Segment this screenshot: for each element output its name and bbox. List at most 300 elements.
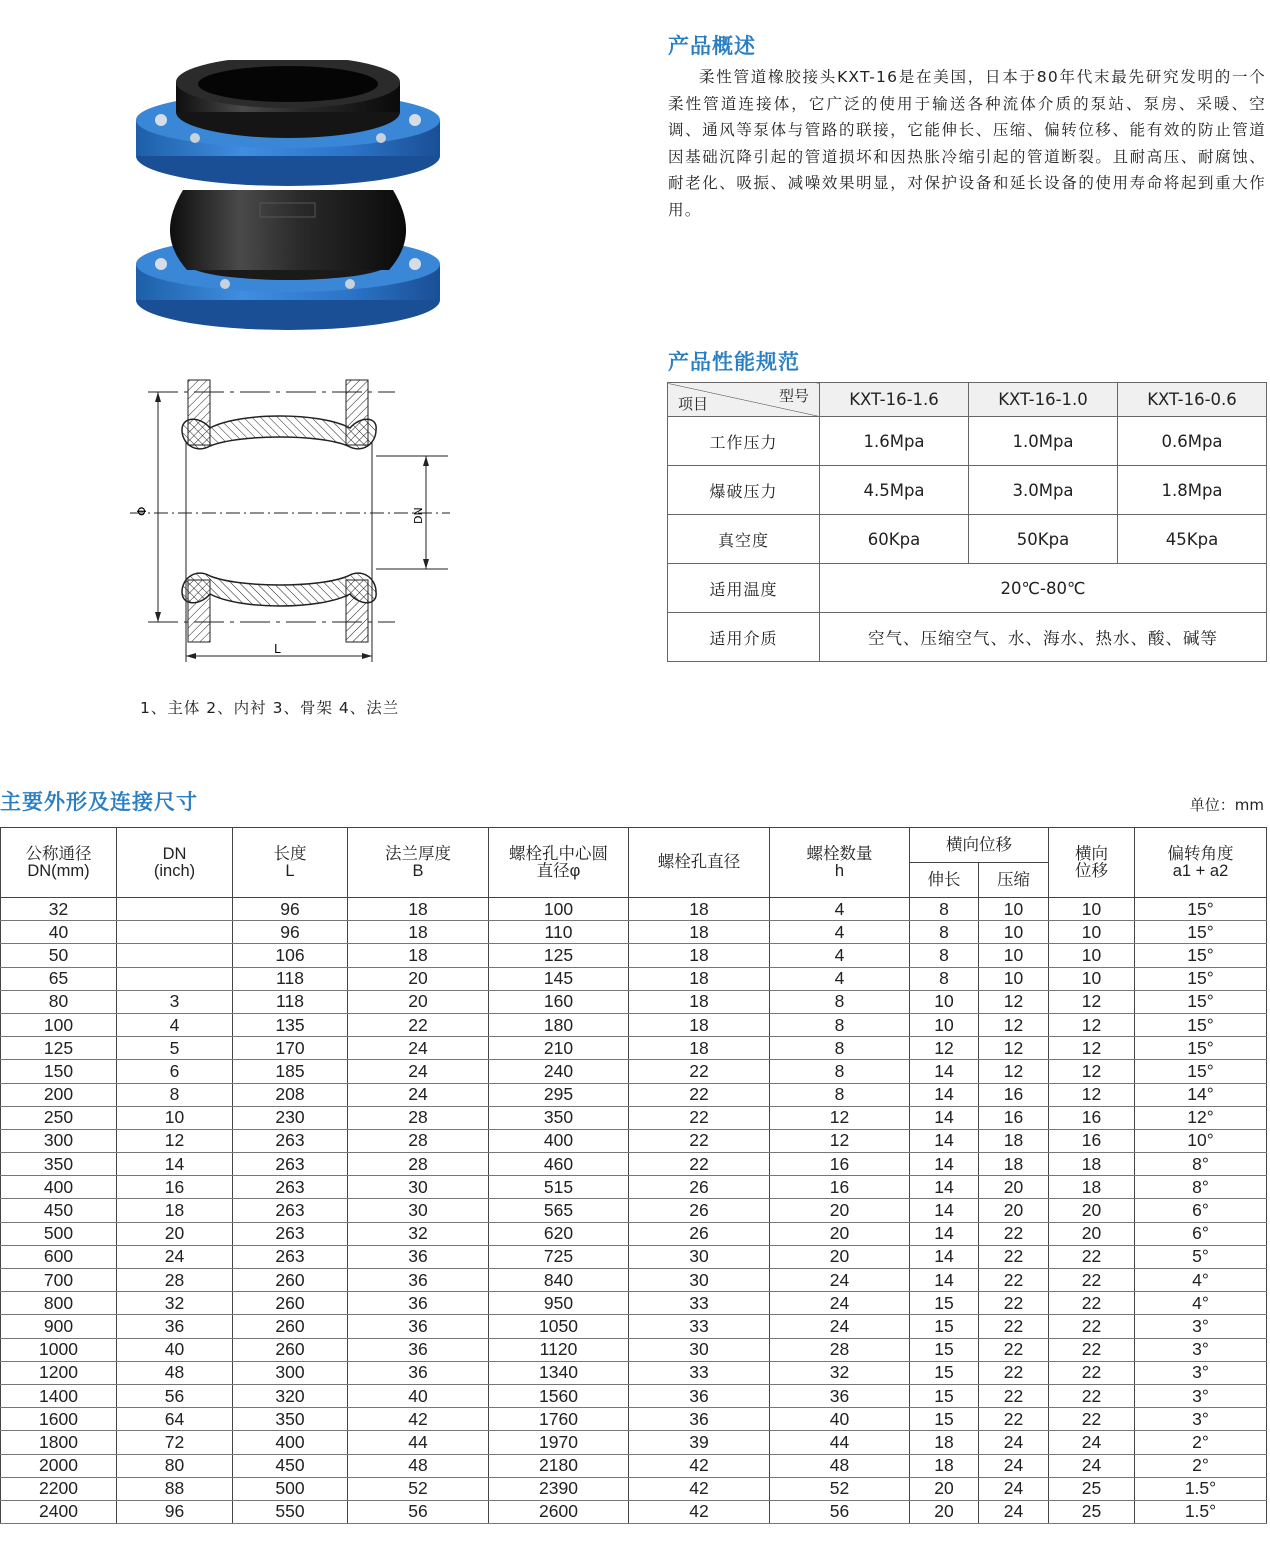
temp-label: 适用温度 xyxy=(668,564,820,613)
table-cell: 18 xyxy=(910,1454,979,1477)
table-cell: 36 xyxy=(348,1269,489,1292)
table-cell: 20 xyxy=(1049,1222,1135,1245)
table-cell: 25 xyxy=(1049,1500,1135,1523)
table-cell xyxy=(117,967,233,990)
table-cell: 4° xyxy=(1135,1292,1267,1315)
table-cell: 22 xyxy=(1049,1361,1135,1384)
corner-bottom-label: 项目 xyxy=(678,395,709,413)
table-row xyxy=(1,1361,1267,1384)
table-cell: 400 xyxy=(489,1129,629,1152)
table-cell: 8 xyxy=(910,967,979,990)
table-cell: 22 xyxy=(348,1013,489,1036)
table-cell: 208 xyxy=(233,1083,348,1106)
table-row xyxy=(1,1384,1267,1407)
table-cell: 4 xyxy=(117,1013,233,1036)
table-cell: 24 xyxy=(979,1454,1049,1477)
table-cell: 10 xyxy=(979,921,1049,944)
table-cell: 2400 xyxy=(1,1500,117,1523)
table-cell: 24 xyxy=(1049,1431,1135,1454)
table-cell: 110 xyxy=(489,921,629,944)
table-cell: 12 xyxy=(1049,1060,1135,1083)
table-cell: 515 xyxy=(489,1176,629,1199)
table-cell: 14 xyxy=(910,1153,979,1176)
table-cell: 22 xyxy=(629,1129,770,1152)
l-label: L xyxy=(274,642,281,656)
table-cell: 16 xyxy=(979,1106,1049,1129)
table-cell: 33 xyxy=(629,1361,770,1384)
table-cell: 5 xyxy=(117,1037,233,1060)
table-cell: 96 xyxy=(117,1500,233,1523)
table-cell: 16 xyxy=(770,1176,910,1199)
table-cell: 8 xyxy=(770,1083,910,1106)
table-cell: 3° xyxy=(1135,1408,1267,1431)
table-cell: 263 xyxy=(233,1222,348,1245)
table-cell: 22 xyxy=(1049,1245,1135,1268)
table-cell: 10 xyxy=(117,1106,233,1129)
table-cell: 300 xyxy=(233,1361,348,1384)
table-cell: 3° xyxy=(1135,1315,1267,1338)
table-row xyxy=(1,1153,1267,1176)
table-cell: 24 xyxy=(117,1245,233,1268)
table-cell: 2600 xyxy=(489,1500,629,1523)
table-cell: 40 xyxy=(348,1384,489,1407)
table-cell: 22 xyxy=(979,1384,1049,1407)
header-angle: 偏转角度 a1 + a2 xyxy=(1135,828,1267,898)
table-cell: 725 xyxy=(489,1245,629,1268)
table-cell: 600 xyxy=(1,1245,117,1268)
table-row xyxy=(1,1477,1267,1500)
table-cell: 52 xyxy=(348,1477,489,1500)
table-cell: 30 xyxy=(348,1176,489,1199)
table-cell: 4 xyxy=(770,967,910,990)
table-row xyxy=(1,1013,1267,1036)
table-row xyxy=(1,1408,1267,1431)
table-cell: 263 xyxy=(233,1129,348,1152)
table-cell: 12 xyxy=(979,1013,1049,1036)
table-cell: 18 xyxy=(629,967,770,990)
table-cell: 160 xyxy=(489,990,629,1013)
table-cell: 36 xyxy=(348,1245,489,1268)
table-row xyxy=(1,1176,1267,1199)
table-cell: 16 xyxy=(1049,1106,1135,1129)
table-cell: 350 xyxy=(489,1106,629,1129)
table-cell: 26 xyxy=(629,1222,770,1245)
header-length: 长度 L xyxy=(233,828,348,898)
table-cell: 1000 xyxy=(1,1338,117,1361)
table-cell: 10 xyxy=(910,990,979,1013)
table-cell: 14 xyxy=(910,1199,979,1222)
spec-value: 1.6Mpa xyxy=(820,417,969,466)
table-cell: 4 xyxy=(770,944,910,967)
dims-title: 主要外形及连接尺寸 xyxy=(0,790,198,814)
table-cell: 96 xyxy=(233,898,348,921)
table-cell: 4 xyxy=(770,921,910,944)
table-cell: 106 xyxy=(233,944,348,967)
table-cell: 22 xyxy=(629,1083,770,1106)
table-cell: 450 xyxy=(1,1199,117,1222)
table-cell: 18 xyxy=(629,1013,770,1036)
medium-value: 空气、压缩空气、水、海水、热水、酸、碱等 xyxy=(820,613,1267,662)
table-cell: 125 xyxy=(1,1037,117,1060)
table-cell: 18 xyxy=(629,944,770,967)
table-cell: 18 xyxy=(910,1431,979,1454)
table-cell: 6 xyxy=(117,1060,233,1083)
table-cell: 24 xyxy=(770,1315,910,1338)
model-header: KXT-16-1.0 xyxy=(969,383,1118,417)
product-photo xyxy=(125,60,455,340)
table-cell: 22 xyxy=(1049,1384,1135,1407)
header-dn-inch: DN (inch) xyxy=(117,828,233,898)
table-row xyxy=(1,921,1267,944)
table-cell: 3° xyxy=(1135,1338,1267,1361)
table-cell: 260 xyxy=(233,1315,348,1338)
table-cell: 18 xyxy=(348,921,489,944)
table-cell: 26 xyxy=(629,1199,770,1222)
table-cell: 24 xyxy=(979,1477,1049,1500)
table-cell: 10 xyxy=(979,944,1049,967)
table-cell: 1560 xyxy=(489,1384,629,1407)
table-cell: 15° xyxy=(1135,1037,1267,1060)
table-cell: 8° xyxy=(1135,1153,1267,1176)
table-cell: 24 xyxy=(979,1431,1049,1454)
table-cell: 14 xyxy=(910,1176,979,1199)
table-cell: 1.5° xyxy=(1135,1500,1267,1523)
phi-label: Φ xyxy=(135,506,149,516)
table-cell: 15 xyxy=(910,1384,979,1407)
table-cell xyxy=(117,898,233,921)
table-cell: 44 xyxy=(770,1431,910,1454)
table-cell: 2° xyxy=(1135,1431,1267,1454)
table-cell: 22 xyxy=(1049,1338,1135,1361)
table-cell: 1.5° xyxy=(1135,1477,1267,1500)
table-cell: 72 xyxy=(117,1431,233,1454)
table-row xyxy=(1,990,1267,1013)
table-cell: 18 xyxy=(629,1037,770,1060)
table-cell: 20 xyxy=(979,1176,1049,1199)
table-cell: 8° xyxy=(1135,1176,1267,1199)
temp-value: 20℃-80℃ xyxy=(820,564,1267,613)
table-cell xyxy=(117,944,233,967)
table-cell: 8 xyxy=(117,1083,233,1106)
table-row xyxy=(1,1315,1267,1338)
table-row xyxy=(1,1106,1267,1129)
table-cell: 263 xyxy=(233,1245,348,1268)
table-cell: 18 xyxy=(348,944,489,967)
table-cell: 150 xyxy=(1,1060,117,1083)
table-cell: 22 xyxy=(979,1408,1049,1431)
table-cell: 40 xyxy=(117,1338,233,1361)
table-cell: 263 xyxy=(233,1153,348,1176)
table-cell: 65 xyxy=(1,967,117,990)
table-cell: 8 xyxy=(770,1037,910,1060)
table-cell: 14 xyxy=(910,1060,979,1083)
table-cell: 33 xyxy=(629,1315,770,1338)
table-cell: 250 xyxy=(1,1106,117,1129)
table-cell: 10 xyxy=(1049,967,1135,990)
table-cell: 20 xyxy=(770,1245,910,1268)
table-cell: 620 xyxy=(489,1222,629,1245)
table-cell: 24 xyxy=(979,1500,1049,1523)
table-cell: 125 xyxy=(489,944,629,967)
header-axial: 横向位移 xyxy=(910,828,1049,863)
table-cell: 22 xyxy=(1049,1315,1135,1338)
table-cell: 15 xyxy=(910,1408,979,1431)
table-cell: 22 xyxy=(629,1060,770,1083)
table-cell: 18 xyxy=(629,990,770,1013)
table-row xyxy=(1,1338,1267,1361)
table-cell: 30 xyxy=(348,1199,489,1222)
table-cell: 565 xyxy=(489,1199,629,1222)
dn-label: DN xyxy=(412,507,425,524)
table-cell: 2180 xyxy=(489,1454,629,1477)
table-cell: 8 xyxy=(910,921,979,944)
table-row xyxy=(1,1269,1267,1292)
table-cell: 32 xyxy=(1,898,117,921)
table-cell: 10 xyxy=(1049,921,1135,944)
table-cell: 700 xyxy=(1,1269,117,1292)
table-cell: 1760 xyxy=(489,1408,629,1431)
table-cell: 185 xyxy=(233,1060,348,1083)
table-cell: 400 xyxy=(233,1431,348,1454)
table-cell: 20 xyxy=(770,1199,910,1222)
table-cell: 28 xyxy=(770,1338,910,1361)
table-cell: 135 xyxy=(233,1013,348,1036)
table-cell: 24 xyxy=(770,1269,910,1292)
table-cell: 350 xyxy=(233,1408,348,1431)
table-cell: 36 xyxy=(348,1315,489,1338)
table-cell: 20 xyxy=(348,990,489,1013)
cross-section-diagram xyxy=(130,372,450,667)
table-cell: 30 xyxy=(629,1338,770,1361)
table-cell: 15° xyxy=(1135,1013,1267,1036)
table-row xyxy=(1,1083,1267,1106)
table-cell: 3° xyxy=(1135,1384,1267,1407)
overview-text: 柔性管道橡胶接头KXT-16是在美国，日本于80年代末最先研究发明的一个柔性管道连接体，它广泛的使用于输送各种流体介质的泵站、泵房、采暖、空调、通风等泵体与管路的联接，它能伸长、压缩、偏转位移、能有效的防止管道因基础沉降引起的管道损坏和因热胀冷缩引起的管道断裂。且耐高压、耐腐蚀、耐老化、吸振、减噪效果明显，对保护设备和延长设备的使用寿命将起到重大作用。 xyxy=(668,68,1266,219)
table-cell: 950 xyxy=(489,1292,629,1315)
table-cell: 14 xyxy=(910,1129,979,1152)
table-cell: 460 xyxy=(489,1153,629,1176)
table-cell: 12 xyxy=(979,990,1049,1013)
table-cell: 20 xyxy=(348,967,489,990)
spec-value: 0.6Mpa xyxy=(1118,417,1267,466)
table-cell: 18 xyxy=(1049,1153,1135,1176)
table-cell: 200 xyxy=(1,1083,117,1106)
table-cell: 6° xyxy=(1135,1222,1267,1245)
unit-label: 单位：mm xyxy=(1189,796,1264,814)
table-cell: 64 xyxy=(117,1408,233,1431)
table-cell: 840 xyxy=(489,1269,629,1292)
table-cell: 48 xyxy=(348,1454,489,1477)
model-header: KXT-16-1.6 xyxy=(820,383,969,417)
table-cell: 15° xyxy=(1135,967,1267,990)
table-cell: 42 xyxy=(348,1408,489,1431)
table-cell: 2200 xyxy=(1,1477,117,1500)
table-cell: 33 xyxy=(629,1292,770,1315)
table-cell: 32 xyxy=(770,1361,910,1384)
spec-row-label: 爆破压力 xyxy=(668,466,820,515)
table-cell: 1340 xyxy=(489,1361,629,1384)
table-row xyxy=(1,1500,1267,1523)
table-cell: 15 xyxy=(910,1338,979,1361)
table-cell: 10° xyxy=(1135,1129,1267,1152)
table-cell: 2000 xyxy=(1,1454,117,1477)
table-cell: 2390 xyxy=(489,1477,629,1500)
table-cell: 4 xyxy=(770,898,910,921)
table-cell: 170 xyxy=(233,1037,348,1060)
table-cell: 36 xyxy=(348,1338,489,1361)
table-cell: 260 xyxy=(233,1338,348,1361)
table-cell: 10 xyxy=(979,898,1049,921)
table-cell: 3° xyxy=(1135,1361,1267,1384)
table-row xyxy=(1,944,1267,967)
table-cell: 12 xyxy=(1049,990,1135,1013)
corner-top-label: 型号 xyxy=(778,387,809,405)
table-cell: 56 xyxy=(770,1500,910,1523)
table-cell: 32 xyxy=(348,1222,489,1245)
table-cell: 1800 xyxy=(1,1431,117,1454)
table-cell: 22 xyxy=(979,1315,1049,1338)
table-cell: 24 xyxy=(348,1060,489,1083)
table-cell: 88 xyxy=(117,1477,233,1500)
model-header: KXT-16-0.6 xyxy=(1118,383,1267,417)
table-cell: 320 xyxy=(233,1384,348,1407)
table-cell: 50 xyxy=(1,944,117,967)
table-cell: 1200 xyxy=(1,1361,117,1384)
table-cell: 100 xyxy=(1,1013,117,1036)
table-cell: 15° xyxy=(1135,898,1267,921)
spec-table xyxy=(667,382,1267,662)
table-cell: 22 xyxy=(1049,1292,1135,1315)
table-row xyxy=(1,1245,1267,1268)
table-cell: 22 xyxy=(979,1222,1049,1245)
table-cell: 16 xyxy=(979,1083,1049,1106)
table-cell: 400 xyxy=(1,1176,117,1199)
dims-body xyxy=(1,898,1267,1524)
table-cell: 80 xyxy=(1,990,117,1013)
spec-title: 产品性能规范 xyxy=(668,350,800,374)
table-cell: 145 xyxy=(489,967,629,990)
table-cell: 260 xyxy=(233,1292,348,1315)
table-cell: 18 xyxy=(629,898,770,921)
table-cell: 2° xyxy=(1135,1454,1267,1477)
table-row xyxy=(1,1199,1267,1222)
table-cell: 30 xyxy=(629,1269,770,1292)
table-cell: 22 xyxy=(629,1153,770,1176)
table-row xyxy=(1,1431,1267,1454)
table-cell: 20 xyxy=(910,1500,979,1523)
table-cell: 12 xyxy=(1049,1083,1135,1106)
table-cell: 96 xyxy=(233,921,348,944)
header-flange-thickness: 法兰厚度 B xyxy=(348,828,489,898)
table-row xyxy=(1,1454,1267,1477)
table-cell: 12 xyxy=(979,1037,1049,1060)
table-cell: 1120 xyxy=(489,1338,629,1361)
table-cell: 240 xyxy=(489,1060,629,1083)
table-cell: 1970 xyxy=(489,1431,629,1454)
table-cell: 12 xyxy=(910,1037,979,1060)
table-cell: 5° xyxy=(1135,1245,1267,1268)
table-cell: 263 xyxy=(233,1176,348,1199)
table-cell: 32 xyxy=(117,1292,233,1315)
header-extend: 伸长 xyxy=(910,863,979,898)
table-cell: 8 xyxy=(770,1060,910,1083)
table-cell: 12 xyxy=(1049,1013,1135,1036)
spec-corner-cell xyxy=(668,383,820,417)
table-cell: 14 xyxy=(910,1106,979,1129)
table-cell: 14 xyxy=(910,1222,979,1245)
header-bolt-hole: 螺栓孔直径 xyxy=(629,828,770,898)
spec-value: 50Kpa xyxy=(969,515,1118,564)
table-cell: 36 xyxy=(770,1384,910,1407)
table-cell: 42 xyxy=(629,1454,770,1477)
table-cell: 900 xyxy=(1,1315,117,1338)
table-cell: 20 xyxy=(117,1222,233,1245)
header-bolt-count: 螺栓数量 h xyxy=(770,828,910,898)
table-cell: 16 xyxy=(1049,1129,1135,1152)
header-dn-mm: 公称通径 DN(mm) xyxy=(1,828,117,898)
table-cell: 42 xyxy=(629,1477,770,1500)
header-bolt-circle: 螺栓孔中心圆 直径φ xyxy=(489,828,629,898)
table-cell: 230 xyxy=(233,1106,348,1129)
table-cell: 24 xyxy=(1049,1454,1135,1477)
table-cell: 39 xyxy=(629,1431,770,1454)
table-cell: 10 xyxy=(910,1013,979,1036)
table-cell: 18 xyxy=(979,1153,1049,1176)
table-cell: 10 xyxy=(1049,898,1135,921)
table-cell: 22 xyxy=(979,1292,1049,1315)
table-cell: 36 xyxy=(348,1361,489,1384)
table-cell: 36 xyxy=(117,1315,233,1338)
spec-value: 1.8Mpa xyxy=(1118,466,1267,515)
table-cell: 20 xyxy=(1049,1199,1135,1222)
table-cell: 15° xyxy=(1135,1060,1267,1083)
table-cell: 20 xyxy=(770,1222,910,1245)
table-cell: 18 xyxy=(117,1199,233,1222)
parts-caption: 1、主体 2、内衬 3、骨架 4、法兰 xyxy=(140,699,400,717)
table-cell: 28 xyxy=(348,1106,489,1129)
table-cell: 18 xyxy=(1049,1176,1135,1199)
table-cell: 8 xyxy=(910,898,979,921)
table-cell: 10 xyxy=(979,967,1049,990)
table-cell: 20 xyxy=(979,1199,1049,1222)
table-cell: 15° xyxy=(1135,944,1267,967)
table-cell: 6° xyxy=(1135,1199,1267,1222)
table-cell: 22 xyxy=(979,1269,1049,1292)
spec-value: 1.0Mpa xyxy=(969,417,1118,466)
table-cell: 15 xyxy=(910,1361,979,1384)
table-cell: 16 xyxy=(770,1153,910,1176)
table-cell: 550 xyxy=(233,1500,348,1523)
table-cell: 48 xyxy=(770,1454,910,1477)
table-cell: 14 xyxy=(910,1083,979,1106)
table-cell: 12° xyxy=(1135,1106,1267,1129)
table-cell: 18 xyxy=(348,898,489,921)
table-cell: 300 xyxy=(1,1129,117,1152)
table-cell: 20 xyxy=(910,1477,979,1500)
table-cell: 36 xyxy=(629,1384,770,1407)
table-row xyxy=(1,1037,1267,1060)
table-cell: 14° xyxy=(1135,1083,1267,1106)
table-cell: 450 xyxy=(233,1454,348,1477)
table-cell: 22 xyxy=(1049,1408,1135,1431)
table-cell: 42 xyxy=(629,1500,770,1523)
table-cell: 500 xyxy=(233,1477,348,1500)
table-cell: 36 xyxy=(348,1292,489,1315)
table-cell: 16 xyxy=(117,1176,233,1199)
table-cell: 30 xyxy=(629,1245,770,1268)
table-row xyxy=(1,1222,1267,1245)
overview-title: 产品概述 xyxy=(668,34,756,58)
